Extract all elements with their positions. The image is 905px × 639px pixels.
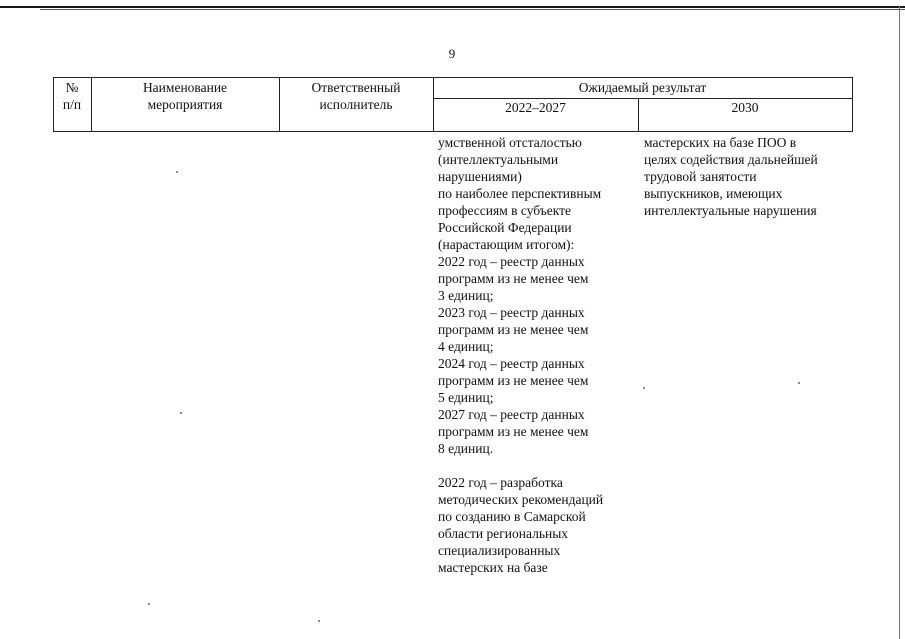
scan-speck — [148, 603, 150, 605]
page-number: 9 — [448, 46, 456, 61]
scan-speck — [318, 620, 320, 622]
header-expected-result: Ожидаемый результат — [578, 80, 707, 95]
scan-speck — [176, 171, 178, 173]
scan-border-top-inner — [40, 9, 905, 10]
result-2022-2027-cell: умственной отсталостью (интеллектуальными нарушениями) по наиболее перспективным профессиям в субъекте Российской Федерации (нарастающим итогом): 2022 год – реестр данных программ из не менее чем 3 единиц; 2023 год – реестр данных программ из не менее чем 4 единиц; 2024 год – реестр данных программ из не менее чем 5 единиц; 2027 год – реестр данных программ из не менее чем 8 единиц. 2022 год – разработка методических рекомендаций по созданию в Самарской области региональных специализированных мастерских на базе — [438, 135, 604, 575]
result-2030-cell: мастерских на базе ПОО в целях содействия дальнейшей трудовой занятости выпускников, имеющих интеллектуальные нарушения — [644, 135, 818, 218]
scan-speck — [643, 387, 645, 389]
scan-speck — [180, 412, 182, 414]
scan-border-right — [899, 6, 900, 639]
header-num: № п/п — [62, 80, 82, 112]
header-period-2030: 2030 — [731, 100, 759, 115]
header-period-2022-2027: 2022–2027 — [505, 100, 566, 115]
header-event-name: Наименование мероприятия — [142, 80, 228, 112]
header-responsible: Ответственный исполнитель — [311, 80, 401, 112]
scan-speck — [798, 382, 800, 384]
scan-border-top — [0, 6, 905, 8]
